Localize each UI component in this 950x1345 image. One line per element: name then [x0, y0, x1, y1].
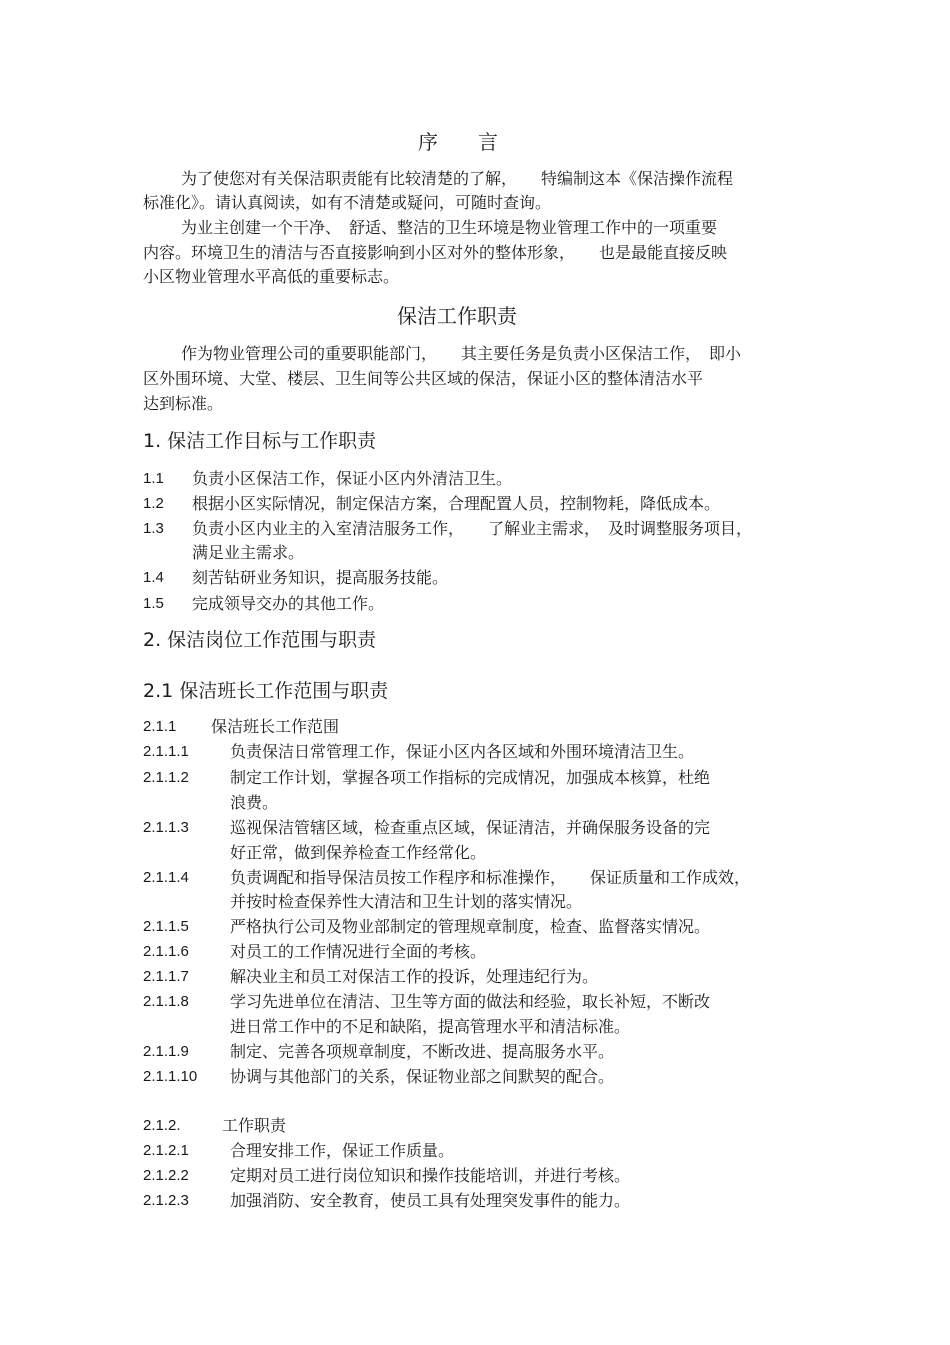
preface-line: 为业主创建一个干净、 舒适、整洁的卫生环境是物业管理工作中的一项重要 — [181, 218, 718, 237]
item-text-continuation: 好正常，做到保养检查工作经常化。 — [230, 843, 487, 862]
item-text: 制定、完善各项规章制度，不断改进、提高服务水平。 — [230, 1042, 615, 1061]
item-text: 制定工作计划，掌握各项工作指标的完成情况，加强成本核算，杜绝 — [230, 768, 711, 787]
item-number: 2.1.2.2 — [143, 1167, 189, 1184]
subsection-number: 2.1.2. — [143, 1117, 181, 1134]
item-text: 学习先进单位在清洁、卫生等方面的做法和经验，取长补短，不断改 — [230, 992, 711, 1011]
section2-heading: 2. 保洁岗位工作范围与职责 — [143, 629, 377, 651]
item-text-continuation: 满足业主需求。 — [192, 543, 305, 562]
item-number: 2.1.1.7 — [143, 968, 189, 985]
subsection-number: 2.1.1 — [143, 718, 177, 735]
preface-line: 为了使您对有关保洁职责能有比较清楚的了解， 特编制这本《保洁操作流程 — [181, 169, 734, 188]
item-text: 负责小区内业主的入室清洁服务工作， 了解业主需求， 及时调整服务项目， — [192, 519, 753, 538]
item-number: 2.1.1.2 — [143, 769, 189, 786]
duties-line: 区外围环境、大堂、楼层、卫生间等公共区域的保洁，保证小区的整体清洁水平 — [143, 369, 704, 388]
item-text: 合理安排工作，保证工作质量。 — [230, 1141, 455, 1160]
preface-title: 序 言 — [418, 130, 498, 154]
duties-title: 保洁工作职责 — [397, 304, 517, 328]
duties-line: 作为物业管理公司的重要职能部门， 其主要任务是负责小区保洁工作， 即小 — [181, 344, 742, 363]
section1-heading: 1. 保洁工作目标与工作职责 — [143, 430, 377, 452]
item-number: 2.1.1.4 — [143, 869, 189, 886]
item-number: 1.1 — [143, 470, 164, 487]
subsection-label: 保洁班长工作范围 — [211, 717, 340, 736]
item-number: 2.1.2.1 — [143, 1142, 189, 1159]
item-number: 1.5 — [143, 595, 164, 612]
item-number: 2.1.1.10 — [143, 1068, 198, 1085]
preface-line: 内容。环境卫生的清洁与否直接影响到小区对外的整体形象， 也是最能直接反映 — [143, 243, 728, 262]
item-text: 严格执行公司及物业部制定的管理规章制度，检查、监督落实情况。 — [230, 917, 711, 936]
item-number: 1.3 — [143, 520, 164, 537]
item-number: 2.1.1.5 — [143, 918, 189, 935]
item-number: 2.1.1.1 — [143, 743, 189, 760]
item-text-continuation: 浪费。 — [230, 793, 279, 812]
item-text: 对员工的工作情况进行全面的考核。 — [230, 942, 487, 961]
item-text: 加强消防、安全教育，使员工具有处理突发事件的能力。 — [230, 1191, 631, 1210]
item-text: 负责小区保洁工作，保证小区内外清洁卫生。 — [192, 469, 513, 488]
item-text: 巡视保洁管辖区域，检查重点区域，保证清洁，并确保服务设备的完 — [230, 818, 711, 837]
item-number: 2.1.1.3 — [143, 819, 189, 836]
item-text: 完成领导交办的其他工作。 — [192, 594, 385, 613]
item-text-continuation: 并按时检查保养性大清洁和卫生计划的落实情况。 — [230, 892, 583, 911]
preface-line: 小区物业管理水平高低的重要标志。 — [143, 267, 400, 286]
item-number: 2.1.1.6 — [143, 943, 189, 960]
item-number: 2.1.1.8 — [143, 993, 189, 1010]
item-number: 1.4 — [143, 569, 164, 586]
subsection-label: 工作职责 — [222, 1116, 287, 1135]
item-text: 解决业主和员工对保洁工作的投诉，处理违纪行为。 — [230, 967, 599, 986]
item-text: 刻苦钻研业务知识，提高服务技能。 — [192, 568, 449, 587]
item-text: 负责调配和指导保洁员按工作程序和标准操作， 保证质量和工作成效， — [230, 868, 751, 887]
section21-heading: 2.1 保洁班长工作范围与职责 — [143, 680, 389, 702]
item-text: 协调与其他部门的关系，保证物业部之间默契的配合。 — [230, 1067, 615, 1086]
item-text: 根据小区实际情况，制定保洁方案，合理配置人员，控制物耗，降低成本。 — [192, 494, 721, 513]
preface-line: 标准化》。请认真阅读，如有不清楚或疑问，可随时查询。 — [143, 193, 552, 212]
item-number: 2.1.2.3 — [143, 1192, 189, 1209]
item-number: 2.1.1.9 — [143, 1043, 189, 1060]
duties-line: 达到标准。 — [143, 394, 224, 413]
item-number: 1.2 — [143, 495, 164, 512]
item-text: 定期对员工进行岗位知识和操作技能培训，并进行考核。 — [230, 1166, 631, 1185]
item-text: 负责保洁日常管理工作，保证小区内各区域和外围环境清洁卫生。 — [230, 742, 695, 761]
item-text-continuation: 进日常工作中的不足和缺陷，提高管理水平和清洁标准。 — [230, 1017, 631, 1036]
